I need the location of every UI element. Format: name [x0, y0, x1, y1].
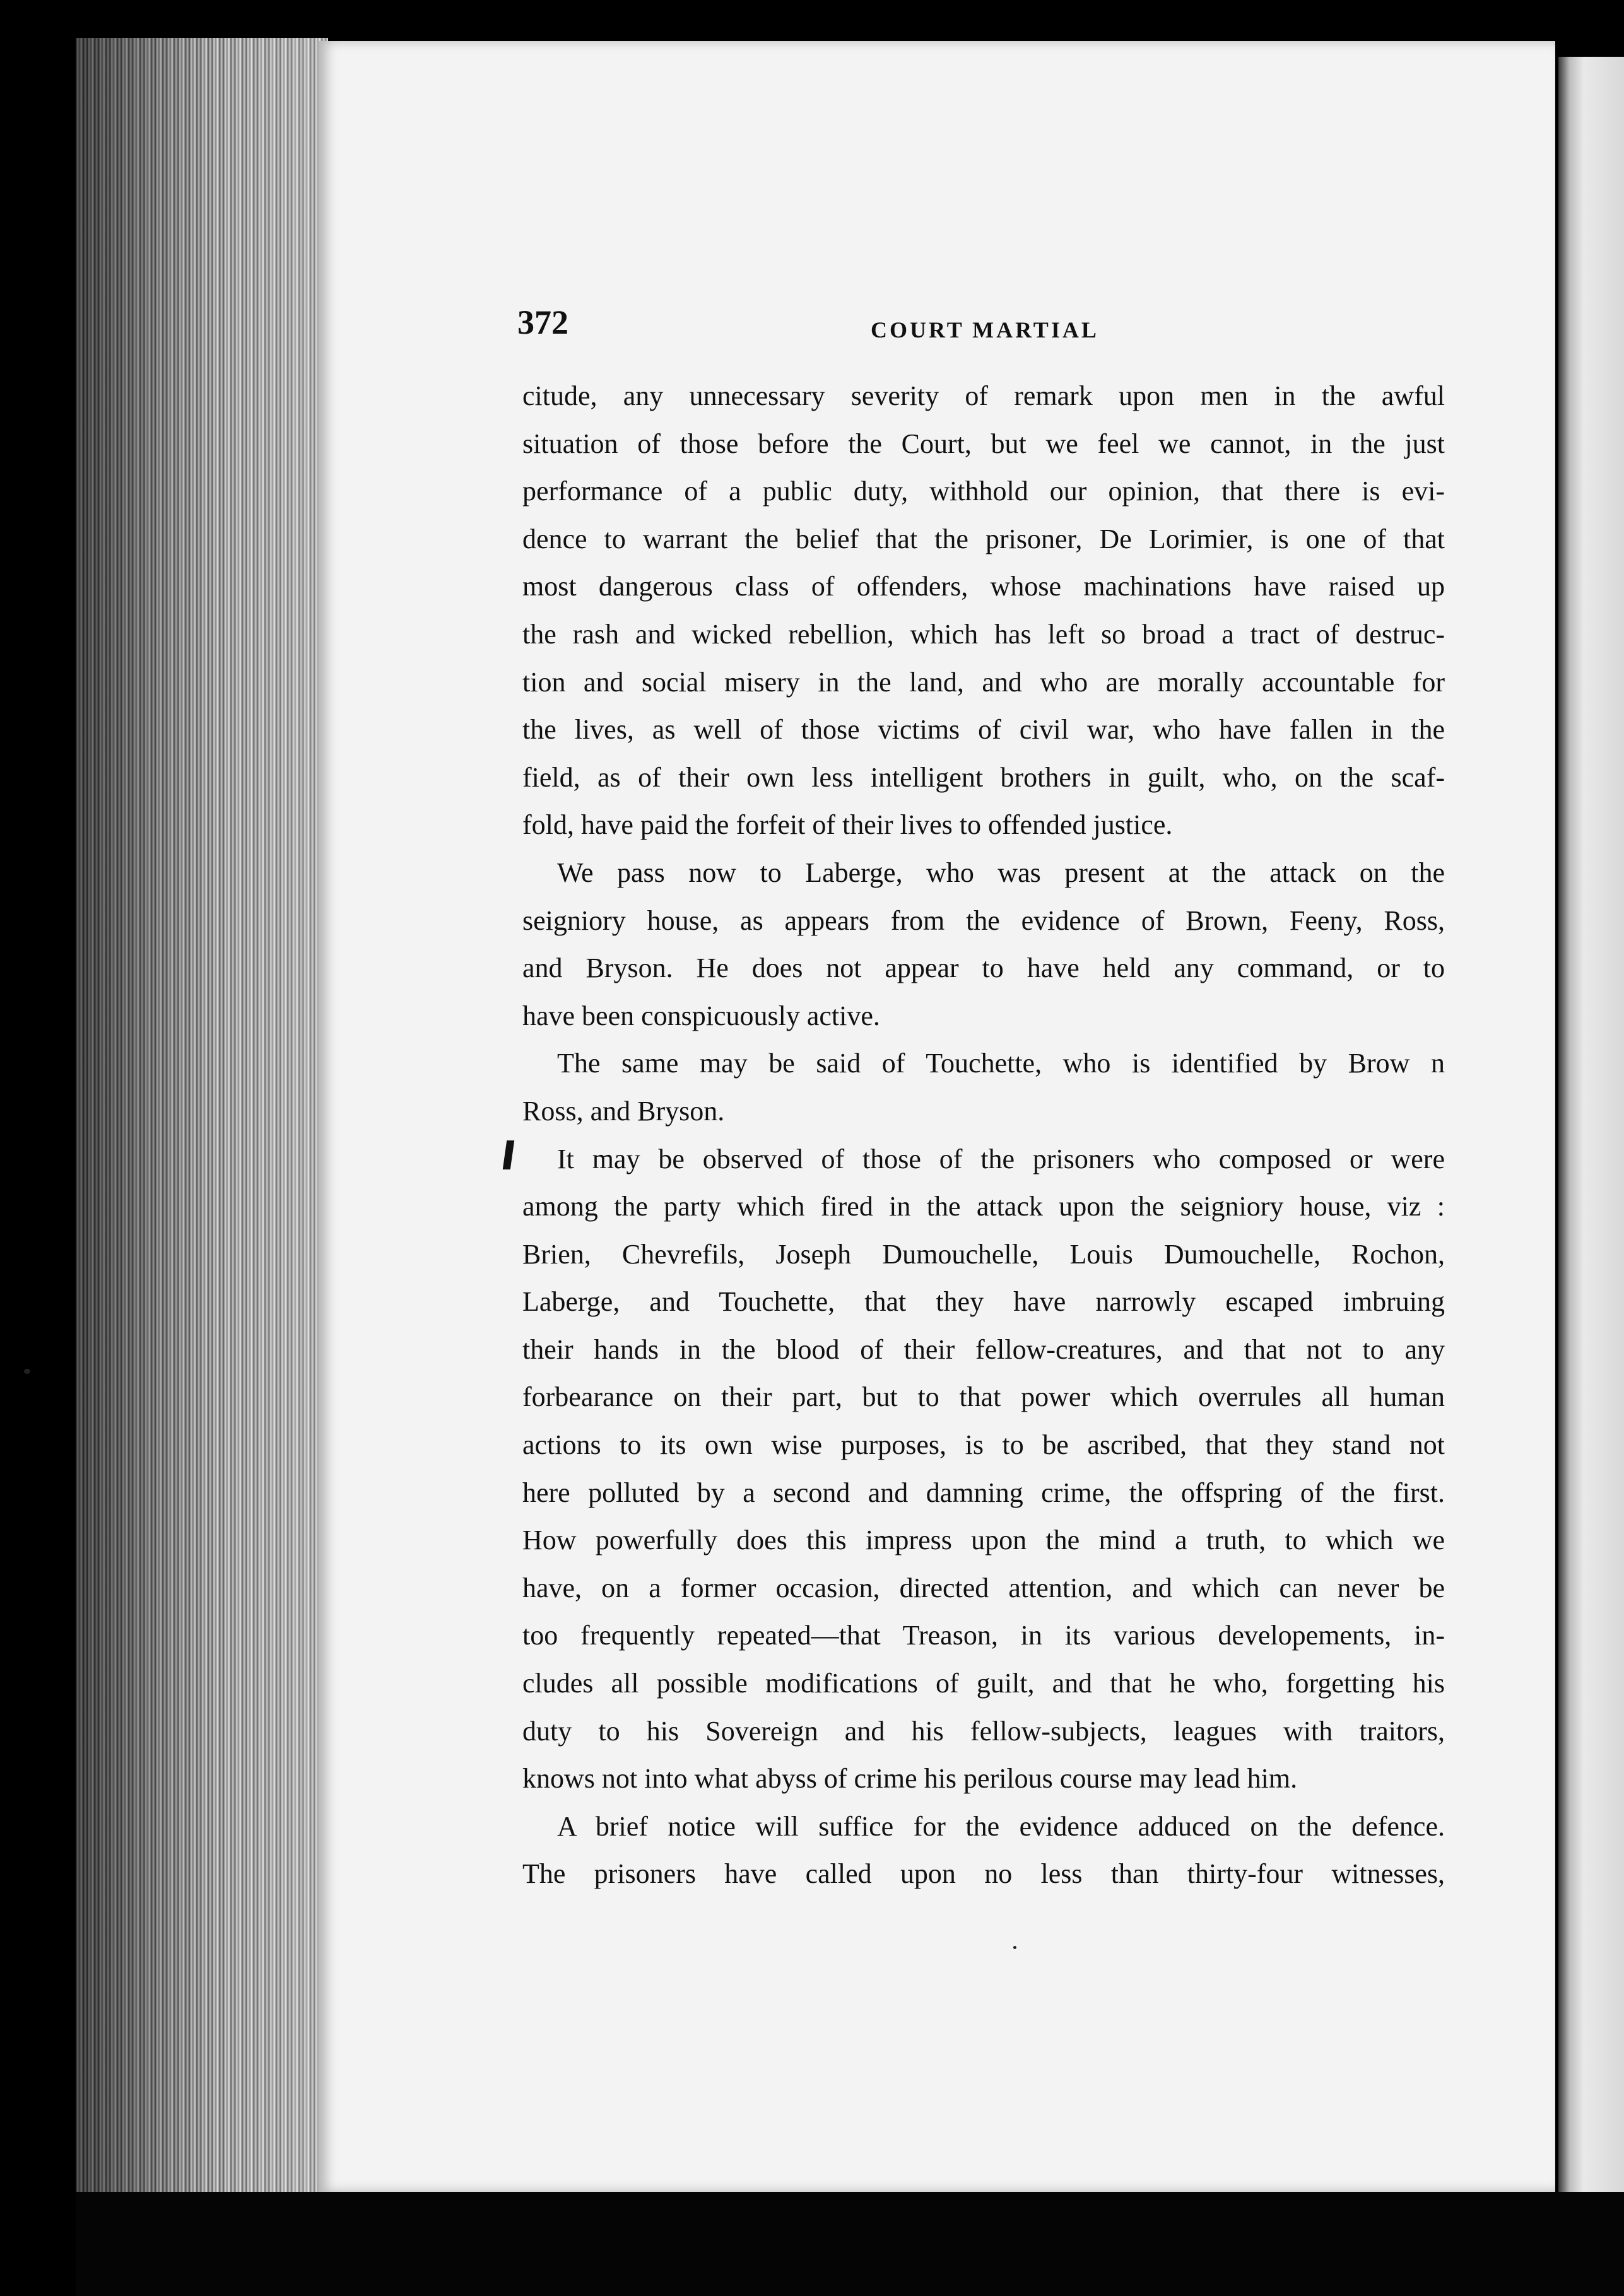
- text-line: citude, any unnecessary severity of remark upon men in the awful: [522, 380, 1445, 411]
- text-line: forbearance on their part, but to that power which overrules all human: [522, 1381, 1445, 1413]
- text-line: have been conspicuously active.: [522, 1000, 880, 1031]
- page-number: 372: [517, 303, 568, 341]
- text-line: among the party which fired in the attack upon the seigniory house, viz :: [522, 1191, 1445, 1222]
- text-line: performance of a public duty, withhold our opinion, that there is evi-: [522, 476, 1445, 507]
- text-line: A brief notice will suffice for the evidence adduced on the defence.: [557, 1810, 1445, 1842]
- text-line: Ross, and Bryson.: [522, 1095, 725, 1127]
- text-line: most dangerous class of offenders, whose machinations have raised up: [522, 571, 1445, 602]
- text-line: here polluted by a second and damning crime, the offspring of the first.: [522, 1477, 1445, 1508]
- text-line: tion and social misery in the land, and who are morally accountable for: [522, 666, 1445, 698]
- scan-speck: [1013, 1946, 1016, 1949]
- running-title: COURT MARTIAL: [871, 317, 1099, 343]
- book-page-edges: [76, 38, 328, 2201]
- running-head: [517, 303, 1445, 353]
- facing-page-edge: [1558, 57, 1624, 2195]
- text-line: knows not into what abyss of crime his perilous course may lead him.: [522, 1763, 1298, 1795]
- text-line: dence to warrant the belief that the prisoner, De Lorimier, is one of that: [522, 523, 1445, 554]
- text-line: actions to its own wise purposes, is to be ascribed, that they stand not: [522, 1429, 1445, 1461]
- text-line: Laberge, and Touchette, that they have narrowly escaped imbruing: [522, 1286, 1445, 1318]
- text-line: field, as of their own less intelligent brothers in guilt, who, on the scaf-: [522, 761, 1445, 793]
- text-line: seigniory house, as appears from the evidence of Brown, Feeny, Ross,: [522, 905, 1445, 936]
- text-line: fold, have paid the forfeit of their lives to offended justice.: [522, 809, 1173, 841]
- text-line: their hands in the blood of their fellow-creatures, and that not to any: [522, 1333, 1445, 1365]
- body-text: [522, 372, 1445, 1898]
- text-line: The same may be said of Touchette, who is identified by Brow n: [557, 1048, 1445, 1079]
- text-line: too frequently repeated—that Treason, in its various developements, in-: [522, 1620, 1445, 1651]
- text-line: Brien, Chevrefils, Joseph Dumouchelle, Louis Dumouchelle, Rochon,: [522, 1238, 1445, 1270]
- text-line: situation of those before the Court, but we feel we cannot, in the just: [522, 428, 1445, 459]
- scan-border: [76, 2192, 1624, 2296]
- text-line: the rash and wicked rebellion, which has left so broad a tract of destruc-: [522, 618, 1445, 650]
- text-line: duty to his Sovereign and his fellow-subjects, leagues with traitors,: [522, 1715, 1445, 1747]
- text-line: The prisoners have called upon no less than thirty-four witnesses,: [522, 1858, 1445, 1890]
- text-line: and Bryson. He does not appear to have held any command, or to: [522, 952, 1445, 984]
- scan-speck: [24, 1369, 30, 1374]
- text-line: cludes all possible modifications of guilt, and that he who, forgetting his: [522, 1668, 1445, 1699]
- text-line: have, on a former occasion, directed attention, and which can never be: [522, 1572, 1445, 1603]
- text-line: It may be observed of those of the prisoners who composed or were: [557, 1143, 1445, 1174]
- text-line: We pass now to Laberge, who was present at the attack on the: [557, 857, 1445, 888]
- text-line: How powerfully does this impress upon the mind a truth, to which we: [522, 1525, 1445, 1556]
- text-line: the lives, as well of those victims of civil war, who have fallen in the: [522, 714, 1445, 746]
